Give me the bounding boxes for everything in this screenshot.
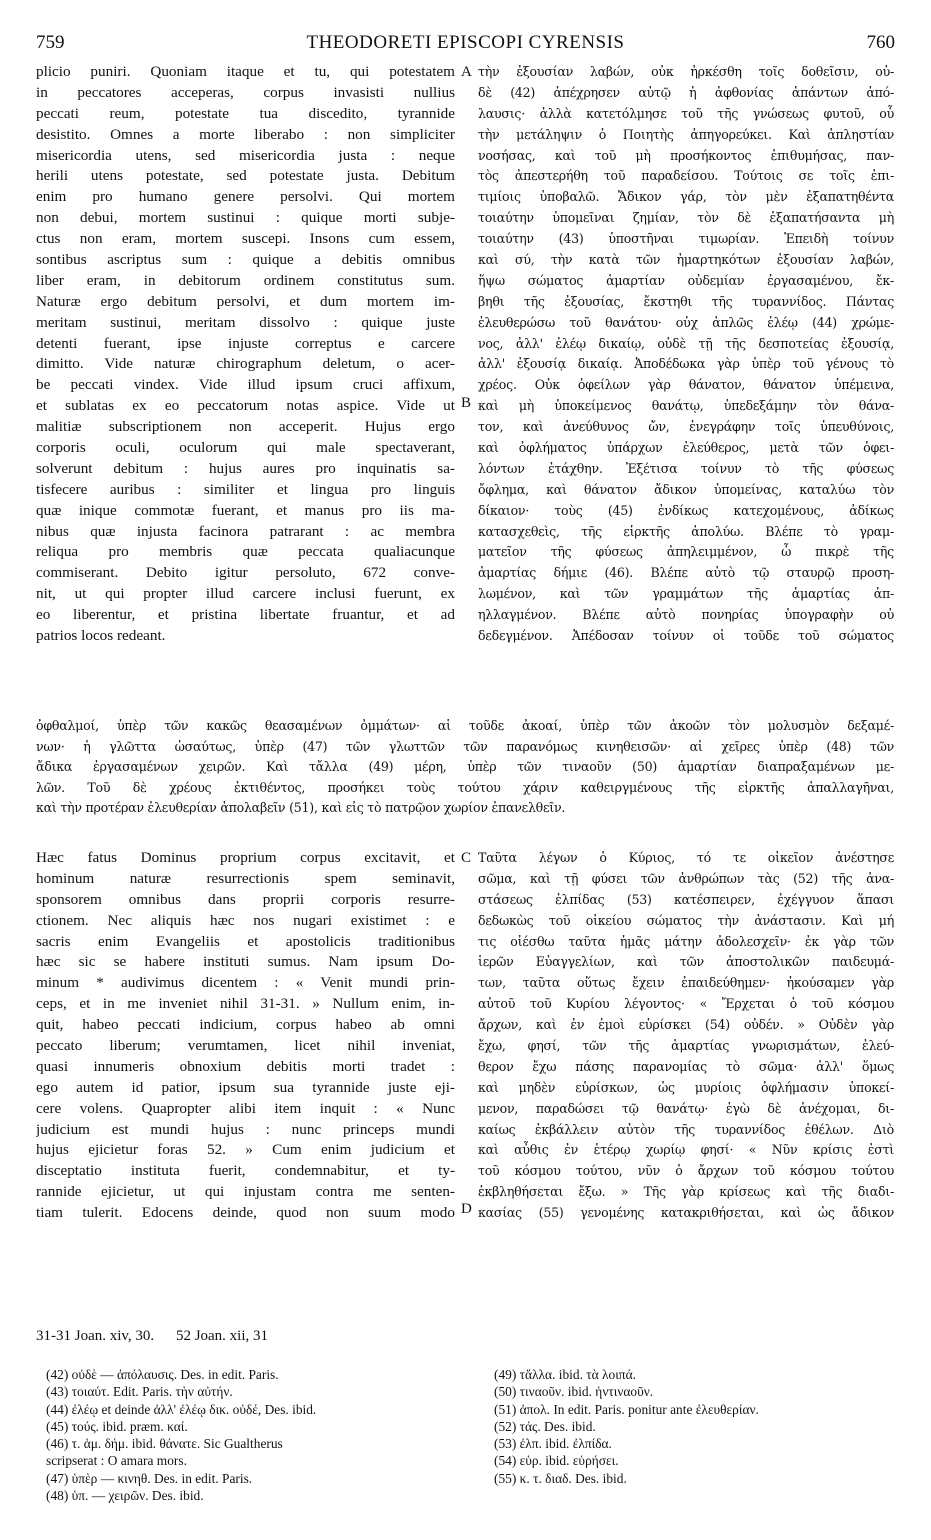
text-line: ego autem id patior, ipsum sua tyrannide juste eji-	[36, 1078, 455, 1096]
text-line: νος, ἀλλ' ἐλέῳ δικαίῳ, οὐδὲ τῇ τῆς δεσποτείας ἐξουσίᾳ,	[478, 335, 894, 351]
text-line: τιμίοις ὑποβαλῶ. Ἄδικον γάρ, τὸν μὲν ἐξαπατηθέντα	[478, 189, 894, 205]
text-line: rannide ejicietur, ut qui injustam contra me senten-	[36, 1183, 455, 1201]
text-line: αὐτοῦ τοῦ Κυρίου λέγοντος· « Ἔρχεται ὁ τοῦ κόσμου	[478, 996, 894, 1012]
margin-marker-a: A	[461, 64, 472, 80]
margin-marker-d: D	[461, 1201, 472, 1217]
text-line: ctionem. Nec aliquis hæc nos nugari existimet : e	[36, 911, 455, 929]
text-line: peccato liberum; verumtamen, licet nihil inveniat,	[36, 1037, 455, 1055]
footnote: (44) ἐλέῳ et deinde ἀλλ' ἐλέῳ δικ. οὐδέ, Des. ibid.	[46, 1401, 317, 1417]
text-line: τὸς ἀπεστερήθη τοῦ παραδείσου. Τούτοις σε τοῖς ἐπι-	[478, 168, 894, 184]
text-line: ὄφλημα, καὶ θάνατον ἄδικον ὑπομείνας, καταλύω τὸν	[478, 481, 894, 497]
text-line: καὶ μηδὲν εὑρίσκων, ὡς μυρίοις ὀφλήμασιν ὑποκεί-	[478, 1079, 894, 1095]
text-line: καὶ μὴ ὑποκείμενος θανάτῳ, ὑπεδεξάμην τὸν θάνα-	[478, 398, 894, 414]
text-line: λῶν. Τοῦ δὲ χρέους ἐκτιθέντος, προσήκει τοὺς τούτου χάριν καθειργμένους τῆς εἱρκτῆς ἀπαλλαγῆναι,	[36, 779, 894, 795]
text-line: reliqua pro membris quæ peccata qualiacunque	[36, 543, 455, 561]
text-line: δίκαιον· τοὺς (45) ἐνδίκως κατεχομένους, ἀδίκως	[478, 502, 894, 518]
text-line: hæc sic se habere instituti sumus. Nam ipsum Do-	[36, 953, 455, 971]
greek-full-width-passage	[36, 716, 894, 819]
text-line: κατασχεθεὶς, τῆς εἱρκτῆς ἀπολύω. Βλέπε τὸ γραμ-	[478, 523, 894, 539]
text-line: τον, καὶ ἀνεύθυνος ὤν, ἐνεγράφην τοῖς ὑπευθύνοις,	[478, 419, 894, 435]
text-line: τις οἰέσθω ταῦτα ἡμᾶς μάτην ἀδολεσχεῖν· ἐκ γὰρ τῶν	[478, 933, 894, 949]
text-line: malitiæ subscriptionem non acceperit. Hujus ergo	[36, 418, 455, 436]
text-line: et sublatas ex eo peccatorum notas aspice. Vide ut	[36, 397, 455, 415]
text-line: tiam tulerit. Edocens deinde, quod non suum modo	[36, 1204, 455, 1222]
running-title: THEODORETI EPISCOPI CYRENSIS	[306, 32, 625, 53]
margin-marker-b: B	[461, 395, 472, 411]
text-line: καίως ἐκβάλλειν αὐτὸν τῆς τυραννίδος ἐθέλων. Διὸ	[478, 1121, 894, 1137]
scripture-ref: 52 Joan. xii, 31	[175, 1328, 269, 1344]
text-line: καὶ αὖθις ἐν ἑτέρῳ χωρίῳ φησί· « Νῦν κρίσις ἐστὶ	[478, 1142, 894, 1158]
footnote: (49) τἄλλα. ibid. τὰ λοιπά.	[494, 1367, 636, 1382]
text-line: ἐλευθερώσω τοῦ θανάτου· οὐχ ἁπλῶς ἐλέῳ (44) χρώμε-	[478, 314, 894, 330]
text-line: καὶ σύ, τὴν κατὰ τῶν ἡμαρτηκότων ἐξουσίαν λαβών,	[478, 252, 894, 268]
latin-column-bottom	[36, 848, 455, 1224]
footnote: (43) τοιαύτ. Edit. Paris. τὴν αὐτήν.	[46, 1384, 233, 1400]
text-line: eo liberentur, et pristina libertate fruantur, et ad	[36, 606, 455, 624]
text-line: λόντων ἐτάχθην. Ἐξέτισα τοίνυν τὸ τῆς φύσεως	[478, 460, 894, 476]
page-number-right: 760	[866, 32, 895, 53]
footnotes-right	[494, 1366, 894, 1487]
page-number-left: 759	[36, 32, 65, 53]
text-line: νων· ἡ γλῶττα ὡσαύτως, ὑπὲρ (47) τῶν γλωττῶν τῶν παρανόμως κινηθεισῶν· αἱ χεῖρες ὑπὲρ (48) τῶν	[36, 738, 894, 754]
text-line: τοῦ κόσμου τούτου, νῦν ὁ ἄρχων τοῦ κόσμου τούτου	[478, 1163, 894, 1179]
footnote: scripserat : O amara mors.	[46, 1453, 187, 1469]
text-line: θερον ἔχω πάσης παρανομίας τὸ σῶμα· ἀλλ' ὅμως	[478, 1058, 894, 1074]
footnote: (51) ἀπολ. In edit. Paris. ponitur ante ἐλευθερίαν.	[494, 1401, 759, 1417]
text-line: be peccati vindex. Vide illud ipsum cruci affixum,	[36, 376, 455, 394]
text-line: ηλλαγμένον. Βλέπε αὐτὸ πονηρίας ὑπογραφὴν οὐ	[478, 607, 894, 623]
text-line: καὶ ὀφλήματος ὑπάρχων ἐλεύθερος, μετὰ τῶν ὀφει-	[478, 440, 894, 456]
text-line: minum * audivimus dicentem : « Venit mundi prin-	[36, 974, 455, 992]
text-line: sontibus ascriptus sum : quique a debitis omnibus	[36, 251, 455, 269]
text-line: Ταῦτα λέγων ὁ Κύριος, τό τε οἰκεῖον ἀνέστησε	[478, 850, 894, 865]
text-line: disceptatio instituta fuerit, condemnabitur, et ty-	[36, 1162, 455, 1180]
footnote: (55) κ. τ. διαδ. Des. ibid.	[494, 1470, 627, 1486]
latin-column-top	[36, 62, 455, 647]
text-line: liber eram, in debitorum ordinem constitutus sum.	[36, 271, 455, 289]
footnotes-left	[46, 1366, 466, 1504]
text-line: quæ inique commotæ fuerant, et manus pro iis ma-	[36, 501, 455, 519]
text-line: quit, habeo peccati indicium, corpus habeo ab omni	[36, 1016, 455, 1034]
text-line: στάσεως ἐλπίδας (53) κατέσπειρεν, ἐχέγγυον ἅπασι	[478, 891, 894, 907]
footnote: (52) τάς. Des. ibid.	[494, 1418, 596, 1434]
text-line: ἄρχων, καὶ ἐν ἐμοὶ εὑρίσκει (54) οὐδέν. » Οὐδὲν γὰρ	[478, 1017, 894, 1033]
text-line: χρέος. Οὐκ ὀφείλων γὰρ θάνατον, θάνατον ὑπέμεινα,	[478, 377, 894, 393]
text-line: τοιαύτην (43) ὑποστῆναι τιμωρίαν. Ἐπειδὴ τοίνυν	[478, 231, 894, 247]
text-line: τὴν ἐξουσίαν λαβών, οὐκ ἠρκέσθη τοῖς δοθεῖσιν, οὐ-	[478, 64, 894, 79]
text-line: των, ταῦτα οὕτως ἔχειν ἐπαιδεύθημεν· ἠκούσαμεν γὰρ	[478, 975, 894, 991]
footnote: (53) ἐλπ. ibid. ἐλπίδα.	[494, 1436, 612, 1452]
text-line: βηθι τῆς ἐξουσίας, ἔκστηθι τῆς τυραννίδος. Πάντας	[478, 293, 894, 309]
scripture-references	[36, 1328, 286, 1345]
text-line: ἀλλ' ἐξουσίᾳ δικαίᾳ. Ἀποδέδωκα γὰρ ὑπὲρ τοῦ γένους τὸ	[478, 356, 894, 372]
text-line: Hæc fatus Dominus proprium corpus excitavit, et	[36, 849, 455, 866]
text-line: ὀφθαλμοί, ὑπὲρ τῶν κακῶς θεασαμένων ὀμμάτων· αἱ τοῦδε ἀκοαί, ὑπὲρ τῶν ἀκοῶν τὸν μολυσμὸν δεξαμέ-	[36, 718, 894, 733]
text-line: hujus ejicietur foras 52. » Cum enim judicium et	[36, 1141, 455, 1159]
text-line: judicium est mundi hujus : nunc princeps mundi	[36, 1120, 455, 1138]
text-line: ἔχω, φησί, τῶν τῆς ἁμαρτίας γνωρισμάτων, ἐλεύ-	[478, 1038, 894, 1054]
text-line: κασίας (55) γενομένης κατακριθήσεται, καὶ ὡς ἄδικον	[478, 1205, 894, 1221]
text-line: σῶμα, καὶ τῇ φύσει τῶν ἀνθρώπων τὰς (52) τῆς ἀνα-	[478, 870, 894, 886]
text-line: δεδωκὼς τοῦ οἰκείου σώματος τὴν ἀνάστασιν. Καὶ μή	[478, 912, 894, 928]
text-line: corporis oculi, oculorum qui male spectaverant,	[36, 439, 455, 457]
text-line: τὴν μετάληψιν ὁ Ποιητὴς ἀπηγορεύκει. Καὶ ἀπληστίαν	[478, 126, 894, 142]
text-line: Naturæ ergo debitum persolvi, et dum mortem im-	[36, 292, 455, 310]
text-line: quasi innumeris obnoxium debitis morti tradet :	[36, 1057, 455, 1075]
text-line: nit, ut qui propter illud carcere inclusi fuerunt, ex	[36, 585, 455, 603]
footnote: (42) οὐδὲ — ἀπόλαυσις. Des. in edit. Paris.	[46, 1367, 279, 1382]
scripture-ref: 31-31 Joan. xiv, 30.	[36, 1328, 155, 1344]
text-line: non debui, mortem sustinui : quique morti subje-	[36, 209, 455, 227]
text-line: ἥψω σώματος ἁμαρτίαν οὐδεμίαν ἐργασαμένου, ἔκ-	[478, 272, 894, 288]
text-line: meritam sustinui, meritam dissolvo : quique juste	[36, 313, 455, 331]
text-line: sponsorem omnibus dans proprii corporis resurre-	[36, 890, 455, 908]
text-line: τοιαύτην ὑπομεῖναι ζημίαν, τὸν δὲ ἐξαπατήσαντα μὴ	[478, 210, 894, 226]
text-line: ἱερῶν Εὐαγγελίων, καὶ τῶν ἀποστολικῶν παιδευμά-	[478, 954, 894, 970]
footnote: (48) ὑπ. — χειρῶν. Des. ibid.	[46, 1488, 204, 1504]
text-line: δὲ (42) ἀπέχρησεν αὐτῷ ἡ ἀφθονίας ἁπάντων ἀπό-	[478, 84, 894, 100]
text-line: ἐκβληθήσεται ἔξω. » Τῆς γὰρ κρίσεως καὶ τῆς διαδι-	[478, 1184, 894, 1200]
text-line: in peccatores acceperas, corpus invasisti nullius	[36, 83, 455, 101]
text-line: λωμένον, καὶ τῶν γραμμάτων τῆς ἁμαρτίας ἀπ-	[478, 586, 894, 602]
text-line: ctus non eram, mortem suscepi. Insons cum essem,	[36, 230, 455, 248]
text-line: νοσήσας, καὶ τοῦ μὴ προσήκοντος ἐπιθυμήσας, παν-	[478, 147, 894, 163]
text-line: λαυσις· ἀλλὰ κατετόλμησε τοῦ τῆς γνώσεως φυτοῦ, οὗ	[478, 105, 894, 121]
text-line: ματεῖον τῆς φύσεως ἀπηλειμμένον, ὦ πικρὲ τῆς	[478, 544, 894, 560]
footnote: (46) τ. ἁμ. δήμ. ibid. θάνατε. Sic Gualtherus	[46, 1436, 283, 1452]
greek-column-bottom	[478, 848, 894, 1224]
text-line: misericordia utens, sed misericordia justa : neque	[36, 146, 455, 164]
text-line: dimitto. Vide naturæ chirographum deletum, o acer-	[36, 355, 455, 373]
text-line: δεδεγμένον. Ἀπέδοσαν τοίνυν οἱ τοῦδε τοῦ σώματος	[478, 628, 894, 644]
text-line: nibus quæ injusta facinora patrarant : ac membra	[36, 522, 455, 540]
footnote: (50) τιναοῦν. ibid. ἡντιναοῦν.	[494, 1384, 654, 1400]
text-line: detenti fuerant, ipse injuste correptus e carcere	[36, 334, 455, 352]
text-line: plicio puniri. Quoniam itaque et tu, qui potestatem	[36, 63, 455, 80]
text-line: tisfecere auribus : similiter et lingua pro linguis	[36, 480, 455, 498]
footnote: (47) ὑπὲρ — κινηθ. Des. in edit. Paris.	[46, 1470, 253, 1486]
text-line: μενον, παραδώσει τῷ θανάτῳ· ἐγὼ δὲ ἀνέχομαι, δι-	[478, 1100, 894, 1116]
footnote: (45) τούς. ibid. præm. καί.	[46, 1418, 188, 1434]
text-line: cere volens. Quapropter alibi item inquit : « Nunc	[36, 1099, 455, 1117]
margin-marker-c: C	[461, 850, 472, 866]
text-line: solverunt debitum : hujus aures pro inquinatis sa-	[36, 459, 455, 477]
text-line: καὶ τὴν προτέραν ἐλευθερίαν ἀπολαβεῖν (51), καὶ εἰς τὸ πατρῷον χωρίον ἐπανελθεῖν.	[36, 800, 566, 816]
text-line: patrios locos redeant.	[36, 627, 166, 645]
page-header	[36, 32, 895, 58]
text-line: hominum naturæ resurrectionis spem seminavit,	[36, 869, 455, 887]
text-line: ceps, et in me inveniet nihil 31-31. » Nullum enim, in-	[36, 995, 455, 1013]
text-line: enim pro humano genere persolvi. Qui mortem	[36, 188, 455, 206]
text-line: herili utens potestate, sed potestate justa. Debitum	[36, 167, 455, 185]
text-line: desistito. Omnes a morte liberabo : non simpliciter	[36, 125, 455, 143]
text-line: sacris enim Evangeliis et apostolicis traditionibus	[36, 932, 455, 950]
text-line: ἄδικα ἐργασαμένων χειρῶν. Καὶ τἄλλα (49) μέρη, ὑπὲρ τῶν τιναοῦν (50) ἁμαρτίαν διαπραξαμένων με-	[36, 759, 894, 775]
footnote: (54) εὑρ. ibid. εὑρήσει.	[494, 1453, 619, 1469]
text-line: ἁμαρτίας δήμιε (46). Βλέπε αὐτὸ τῷ σταυρῷ προση-	[478, 565, 894, 581]
text-line: commiserant. Debito igitur persoluto, 672 conve-	[36, 564, 455, 582]
text-line: peccati reum, potestate tua discedito, tyrannide	[36, 104, 455, 122]
greek-column-top	[478, 62, 894, 647]
